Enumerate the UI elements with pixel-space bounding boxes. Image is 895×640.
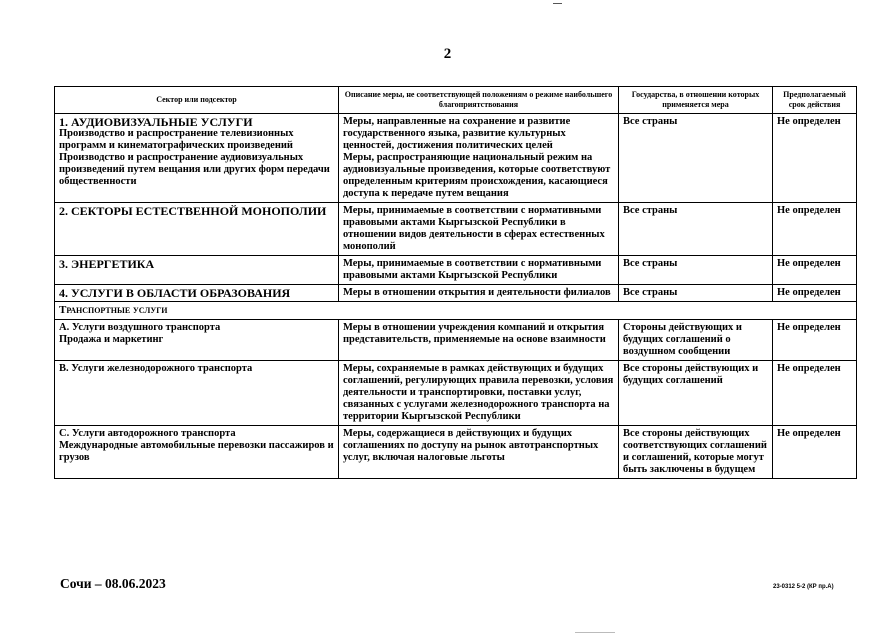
measure-description: Меры, направленные на сохранение и развитие государственного языка, развитие культурных ценностей, достижения политических целей — [343, 116, 571, 151]
sector-line: A. Услуги воздушного транспорта — [59, 322, 221, 333]
sector-cell — [55, 361, 339, 426]
term-cell: Не определен — [773, 203, 857, 256]
measure-description: Меры в отношении открытия и деятельности филиалов — [343, 287, 611, 298]
header-states: Государства, в отношении которых применяется мера — [619, 87, 773, 114]
states-cell: Все страны — [619, 114, 773, 203]
sector-title: 4. УСЛУГИ В ОБЛАСТИ ОБРАЗОВАНИЯ — [59, 286, 291, 300]
sector-cell — [55, 256, 339, 285]
term-cell: Не определен — [773, 256, 857, 285]
sector-line: B. Услуги железнодорожного транспорта — [59, 363, 253, 374]
footer-document-code: 23-0312 5-2 (КР пр.А) — [773, 584, 834, 590]
term-cell: Не определен — [773, 114, 857, 203]
states-cell: Все страны — [619, 285, 773, 302]
section-title-text: Транспортные услуги — [59, 304, 168, 316]
sector-line: Продажа и маркетинг — [59, 334, 164, 345]
sector-cell — [55, 426, 339, 479]
footer-place-date: Сочи – 08.06.2023 — [60, 576, 166, 591]
table-header-row — [55, 87, 857, 114]
sector-title: 2. СЕКТОРЫ ЕСТЕСТВЕННОЙ МОНОПОЛИИ — [59, 204, 327, 218]
measure-description: Меры, принимаемые в соответствии с нормативными правовыми актами Кыргызской Республики — [343, 258, 602, 281]
measures-table — [54, 86, 857, 479]
states-cell: Стороны действующих и будущих соглашений о воздушном сообщении — [619, 320, 773, 361]
table-row — [55, 114, 857, 203]
sector-cell — [55, 114, 339, 203]
description-cell — [339, 203, 619, 256]
states-cell: Все стороны действующих и будущих соглашений — [619, 361, 773, 426]
term-cell: Не определен — [773, 285, 857, 302]
scan-mark — [575, 632, 615, 633]
header-sector: Сектор или подсектор — [55, 87, 339, 114]
page-number: 2 — [443, 46, 452, 62]
sector-cell — [55, 320, 339, 361]
header-description: Описание меры, не соответствующей положениям о режиме наибольшего благоприятствования — [339, 87, 619, 114]
term-cell: Не определен — [773, 361, 857, 426]
states-cell: Все страны — [619, 256, 773, 285]
table-row — [55, 361, 857, 426]
table-row — [55, 320, 857, 361]
measure-description: Меры, принимаемые в соответствии с нормативными правовыми актами Кыргызской Республики в отношении видов деятельности в сферах естественных монополий — [343, 205, 605, 252]
description-cell — [339, 114, 619, 203]
states-cell: Все стороны действующих соответствующих соглашений и соглашений, которые могут быть заключены в будущем — [619, 426, 773, 479]
section-title — [55, 302, 857, 320]
term-cell: Не определен — [773, 426, 857, 479]
section-row — [55, 302, 857, 320]
description-cell — [339, 285, 619, 302]
table-row — [55, 256, 857, 285]
sector-cell — [55, 285, 339, 302]
table-row — [55, 285, 857, 302]
description-cell — [339, 256, 619, 285]
description-cell: Меры, содержащиеся в действующих и будущих соглашениях по доступу на рынок автотранспортных услуг, включая налоговые льготы — [339, 426, 619, 479]
table-row — [55, 426, 857, 479]
term-cell: Не определен — [773, 320, 857, 361]
measure-description: Меры, распространяющие национальный режим на аудиовизуальные произведения, которые соответствуют определенным критериям происхождения, касающиеся доступа к передаче путем вещания — [343, 152, 611, 199]
sector-line: Международные автомобильные перевозки пассажиров и грузов — [59, 440, 334, 463]
header-term: Предполагаемый срок действия — [773, 87, 857, 114]
sector-cell — [55, 203, 339, 256]
scan-mark — [553, 3, 562, 4]
table-row — [55, 203, 857, 256]
sector-subsector: Производство и распространение телевизионных программ и кинематографических произведений — [59, 128, 294, 151]
description-cell: Меры в отношении учреждения компаний и открытия представительств, применяемые на основе взаимности — [339, 320, 619, 361]
sector-line: C. Услуги автодорожного транспорта — [59, 428, 236, 439]
description-cell: Меры, сохраняемые в рамках действующих и будущих соглашений, регулирующих правила перевозки, условия деятельности и транспортировки, поставки услуг, связанных с услугами железнодорожного транспорта на территории Кыргызской Республики — [339, 361, 619, 426]
sector-title: 3. ЭНЕРГЕТИКА — [59, 257, 155, 271]
sector-title: 1. АУДИОВИЗУАЛЬНЫЕ УСЛУГИ — [59, 115, 253, 129]
sector-subsector: Производство и распространение аудиовизуальных произведений путем вещания или других форм передачи общественности — [59, 152, 330, 187]
states-cell: Все страны — [619, 203, 773, 256]
